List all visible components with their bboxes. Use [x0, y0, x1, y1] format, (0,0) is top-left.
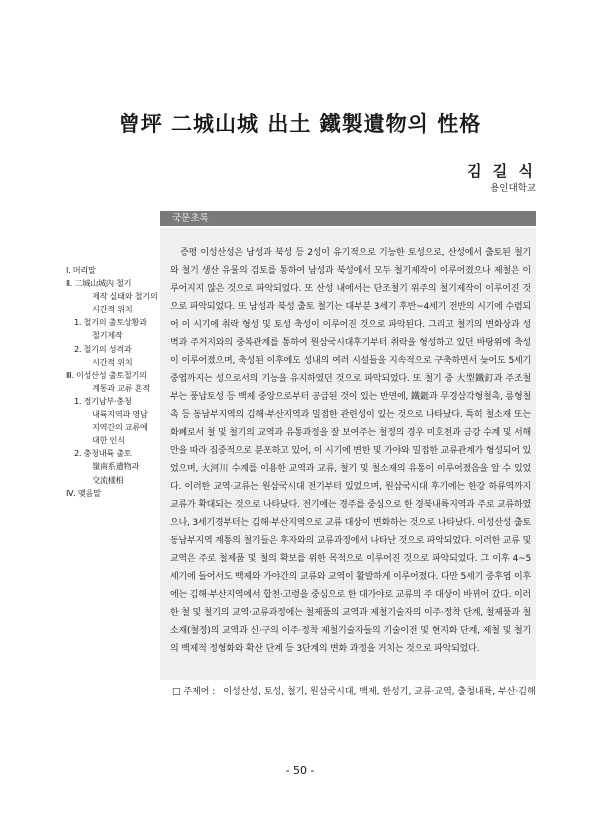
- abstract-body: 증평 이성산성은 남성과 북성 등 2성이 유기적으로 기능한 토성으로, 산성에서 출토된 철기와 철기 생산 유물의 검토를 통하여 남성과 북성에서 모두 철기제작이 이루어졌으나 제철은 이루어지지 않은 것으로 파악되었다. 또 산성 내에서는 단조철기 위주의 철기제작이 이루어진 것으로 파악되었다. 또 남성과 북성 출토 철기는 대부분 3세기 후반~4세기 전반의 시기에 수렴되어 이 시기에 취락 형성 및 토성 축성이 이루어진 것으로 파악된다. 그리고 철기의 변화상과 성벽과 주거지와의 중복관계를 통하여 원삼국시대후기부터 취락을 형성하고 있던 바탕위에 축성이 이루어졌으며, 축성된 이후에도 성내의 여러 시설들을 지속적으로 구축하면서 늦어도 5세기 중엽까지는 성으로서의 기능을 유지하였던 것으로 파악되었다. 또 철기 중 大型鐵釘과 주조철부는 풍납토성 등 백제 중앙으로부터 공급된 것이 있는 반면에, 鐵鋌과 무경삼각형철촉, 릉형철촉 등 동남부지역의 김해·부산지역과 밀접한 관련성이 있는 것으로 나타났다. 특히 철소재 또는 화폐로서 철 및 철기의 교역과 유통과정을 잘 보여주는 철정의 경우 미호천과 금강 수계 및 서해안을 따라 집중적으로 분포하고 있어, 이 시기에 변한 및 가야와 밀접한 교류관계가 형성되어 있었으며, 大河川 수계를 이용한 교역과 교류, 철기 및 철소재의 유통이 이루어졌음을 알 수 있었다. 이러한 교역·교류는 원삼국시대 전기부터 있었으며, 원삼국시대 후기에는 한강 하류역까지 교류가 확대되는 것으로 나타났다. 전기에는 경주를 중심으로 한 경북내륙지역과 주로 교류하였으나, 3세기경부터는 김해·부산지역으로 교류 대상이 변화하는 것으로 나타났다. 이성산성 출토 동남부지역 계통의 철기들은 후자와의 교류과정에서 나타난 것으로 파악되었다. 이러한 교류 및 교역은 주로 철제품 및 철의 확보를 위한 목적으로 이루어진 것으로 파악되었다. 그 이후 4~5세기에 들어서도 백제와 가야간의 교류와 교역이 활발하게 이루어졌다. 다만 5세기 중후엽 이후에는 김해·부산지역에서 합천·고령을 중심으로 한 대가야로 교류의 주 대상이 바뀌어 갔다. 이러한 철 및 철기의 교역·교류과정에는 철제품의 교역과 제철기술자의 이주·정착 단계, 철제품과 철소재(철정)의 교역과 신·구의 이주·정착 제철기술자들의 기술이전 및 현지화 단계, 제철 및 철기의 백제적 정형화와 확산 단계 등 3단계의 변화 과정을 거치는 것으로 파악되었다.: [170, 248, 531, 654]
- author-affiliation: 용인대학교: [490, 183, 536, 194]
- toc-item: 交流樣相: [92, 474, 124, 485]
- toc-item: Ⅳ. 맺음말: [66, 487, 101, 498]
- toc-item: 嶺南系遺物과: [92, 461, 140, 472]
- keywords: [172, 684, 542, 701]
- toc-item: 내륙지역과 영남: [92, 409, 148, 420]
- toc-item: 제작 실태와 철기의: [92, 291, 158, 302]
- author-name: 김 길 식: [467, 162, 536, 180]
- toc-item: 철기제작: [92, 330, 123, 341]
- toc-item: Ⅲ. 이성산성 출토철기의: [66, 369, 147, 380]
- keywords-label: □ 주제어 :: [172, 687, 216, 697]
- toc-item: 2. 철기의 성격과: [74, 343, 132, 354]
- keywords-values: 이성산성, 토성, 철기, 원삼국시대, 백제, 한성기, 교류·교역, 출청내륙, 부산·김해: [223, 687, 536, 697]
- table-of-contents: [66, 264, 158, 500]
- paper-title: 曾坪 二城山城 出土 鐵製遺物의 性格: [118, 111, 482, 136]
- toc-item: 2. 충청내륙 출토: [74, 448, 132, 459]
- page-number: - 50 -: [285, 764, 315, 777]
- toc-item: 대한 인식: [92, 435, 125, 446]
- abstract-box: [160, 228, 536, 680]
- toc-item: 계통과 교류 흔적: [92, 382, 150, 393]
- toc-item: Ⅰ. 머리말: [66, 265, 96, 275]
- abstract-header: 국문초록: [160, 211, 536, 226]
- toc-item: 시간적 위치: [92, 304, 133, 315]
- toc-item: 1. 경기남부·충청: [74, 395, 132, 406]
- toc-item: Ⅱ. 二城山城內 철기: [66, 278, 132, 289]
- toc-item: 지역간의 교류에: [92, 422, 148, 433]
- toc-item: 시간적 위치: [92, 356, 133, 367]
- toc-item: 1. 철기의 출토상황과: [74, 317, 147, 328]
